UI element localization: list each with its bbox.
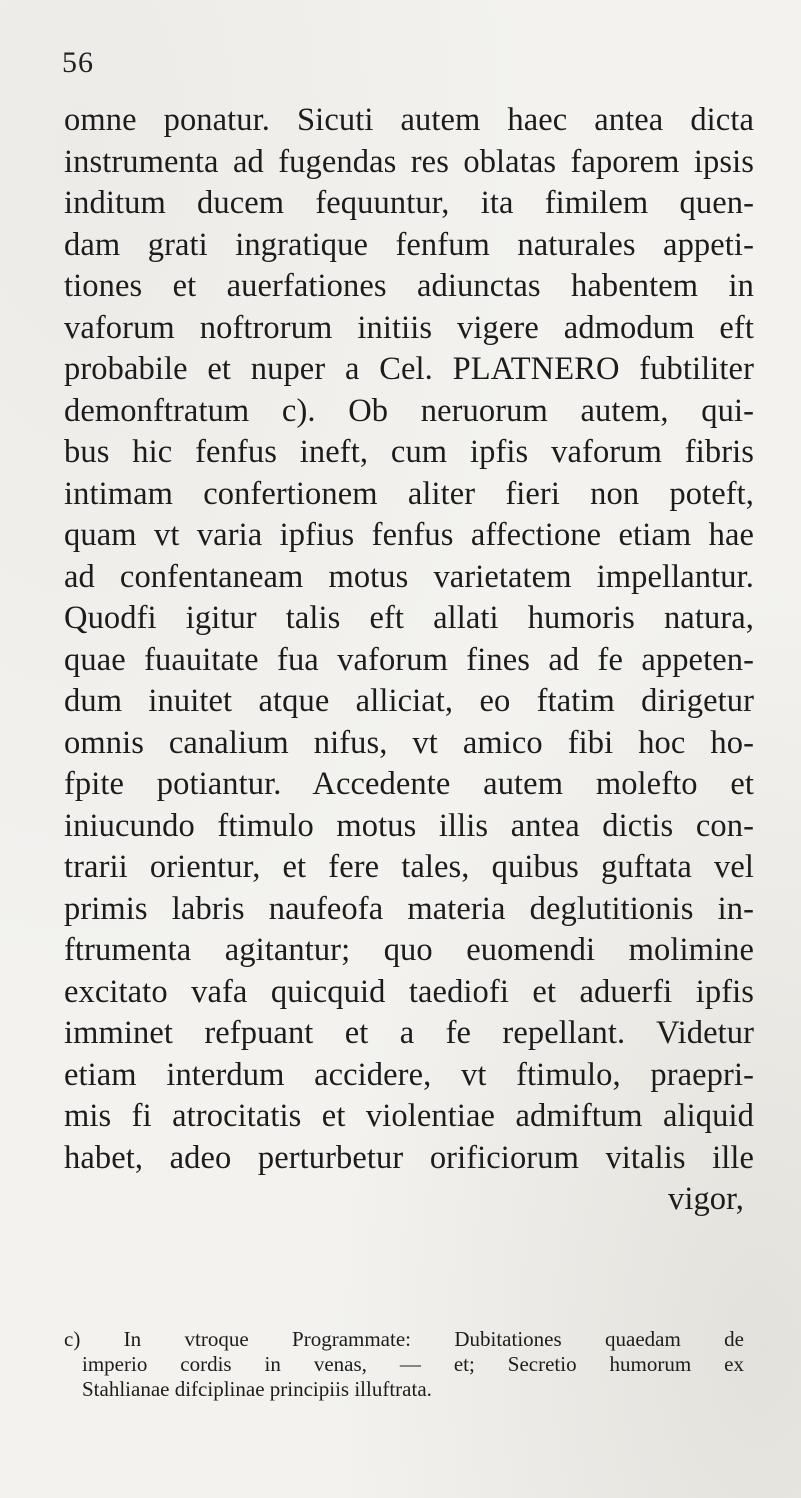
text-line: imminet refpuant et a fe repellant. Videtur <box>64 1015 754 1051</box>
footnote <box>64 1327 744 1402</box>
text-line: ftrumenta agitantur; quo euomendi molimine <box>64 932 754 968</box>
text-line: quae fuauitate fua vaforum fines ad fe appeten- <box>64 641 754 678</box>
text-line: omnis canalium nifus, vt amico fibi hoc ho- <box>64 724 754 761</box>
text-line: intimam confertionem aliter fieri non poteft, <box>64 475 754 512</box>
text-line: probabile et nuper a Cel. PLATNERO fubtiliter <box>64 351 754 387</box>
text-line: ad confentaneam motus varietatem impellantur. <box>64 558 754 595</box>
text-line: etiam interdum accidere, vt ftimulo, praepri- <box>64 1056 754 1093</box>
footnote-line: c) In vtroque Programmate: Dubitationes quaedam de <box>64 1327 744 1351</box>
text-line: bus hic fenfus ineft, cum ipfis vaforum fibris <box>64 434 754 470</box>
footnote-line: imperio cordis in venas, — et; Secretio humorum ex <box>82 1352 744 1376</box>
text-line: iniucundo ftimulo motus illis antea dictis con- <box>64 807 754 844</box>
text-line: quam vt varia ipfius fenfus affectione etiam hae <box>64 517 754 553</box>
text-line: mis fi atrocitatis et violentiae admiftum aliquid <box>64 1098 754 1134</box>
text-line: primis labris naufeofa materia deglutitionis in- <box>64 890 754 927</box>
text-line: tiones et auerfationes adiunctas habentem in <box>64 268 754 304</box>
text-line: omne ponatur. Sicuti autem haec antea dicta <box>64 102 754 138</box>
text-line: dum inuitet atque alliciat, eo ftatim dirigetur <box>64 683 754 719</box>
text-line: dam grati ingratique fenfum naturales appeti- <box>64 226 754 263</box>
text-line: trarii orientur, et fere tales, quibus guftata vel <box>64 849 754 885</box>
footnote-line: Stahlianae difciplinae principiis illuftrata. <box>82 1377 432 1401</box>
text-line: excitato vafa quicquid taediofi et aduerfi ipfis <box>64 973 754 1010</box>
main-text-block <box>64 100 754 1221</box>
text-line: Quodfi igitur talis eft allati humoris natura, <box>64 600 754 636</box>
text-line: fpite potiantur. Accedente autem molefto et <box>64 766 754 802</box>
text-line: vaforum noftrorum initiis vigere admodum eft <box>64 309 754 346</box>
text-line: inditum ducem fequuntur, ita fimilem quen- <box>64 185 754 221</box>
page-number: 56 <box>62 46 94 79</box>
catchword: vigor, <box>667 1181 744 1217</box>
text-line: demonftratum c). Ob neruorum autem, qui- <box>64 392 754 429</box>
text-line: habet, adeo perturbetur orificiorum vitalis ille <box>64 1139 754 1176</box>
text-line: instrumenta ad fugendas res oblatas faporem ipsis <box>64 143 754 180</box>
